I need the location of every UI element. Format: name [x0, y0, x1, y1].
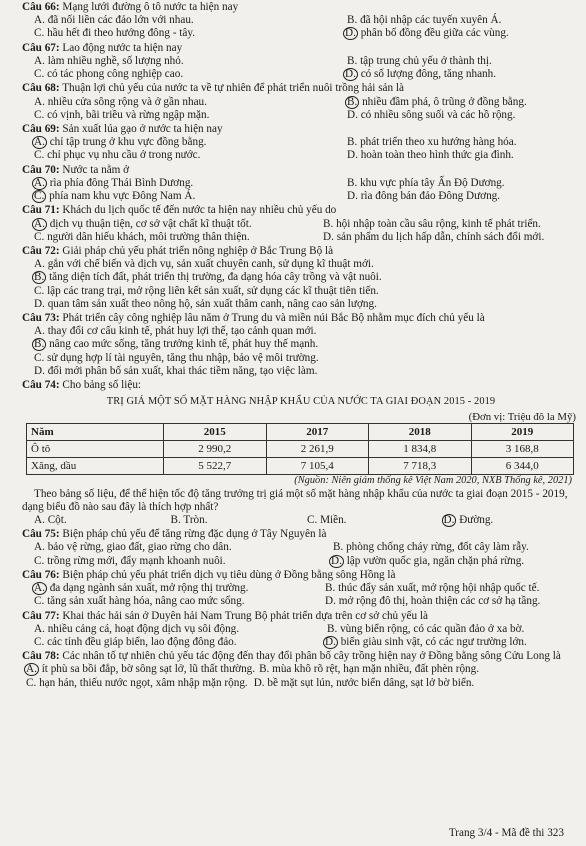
question-number: Câu 67: — [22, 41, 60, 54]
table-cell: 7 105,4 — [266, 458, 369, 475]
selected-answer-mark: C. — [34, 190, 45, 203]
option-b[interactable]: B. nhiều đầm phá, ô trũng ở đồng bằng. — [347, 95, 527, 108]
question-number: Câu 66: — [22, 1, 60, 13]
option-a[interactable]: A. đã nối liền các đảo lớn với nhau. — [34, 14, 194, 27]
question-stem: Giải pháp chủ yếu phát triển nông nghiệp ở Bắc Trung Bộ là — [62, 244, 334, 257]
option-d[interactable]: D. biển giàu sinh vật, có các ngư trường lớn. — [325, 636, 527, 649]
selected-answer-mark: A. — [34, 136, 45, 149]
selected-answer-mark: D. — [345, 27, 356, 40]
question-number: Câu 70: — [22, 163, 60, 176]
question-stem: Thuận lợi chủ yếu của nước ta về tự nhiên để phát triển nuôi trồng hải sản là — [62, 82, 404, 95]
question-78 — [22, 650, 580, 690]
table-header-cell: 2015 — [164, 424, 267, 441]
question-number: Câu 74: — [22, 379, 60, 392]
table-header-cell: 2018 — [369, 424, 472, 441]
question-text: Theo bảng số liệu, để thể hiện tốc độ tăng trưởng trị giá một số mặt hàng nhập khẩu của nước ta giai đoạn 2015 - 2019, dạng biểu đồ nào sau đây là thích hợp nhất? — [22, 487, 568, 513]
table-row — [27, 441, 574, 458]
question-74 — [22, 379, 580, 527]
option-a[interactable]: A. bảo vệ rừng, giao đất, giao rừng cho dân. — [34, 541, 232, 554]
option-d[interactable]: D. sản phẩm du lịch hấp dẫn, chính sách đổi mới. — [323, 230, 545, 243]
question-number: Câu 75: — [22, 528, 60, 541]
option-b[interactable]: B. tập trung chủ yếu ở thành thị. — [347, 54, 492, 67]
option-b[interactable]: B. phòng chống cháy rừng, đốt cây làm rẫy. — [333, 541, 529, 554]
question-number: Câu 77: — [22, 609, 60, 622]
option-c[interactable]: C. các tỉnh đều giáp biển, lao động đông đảo. — [34, 636, 237, 649]
option-c[interactable]: C. lập các trang trại, mở rộng liên kết sản xuất, sử dụng các kĩ thuật tiên tiến. — [34, 284, 379, 297]
table-cell: 6 344,0 — [471, 458, 574, 475]
table-cell: 2 261,9 — [266, 441, 369, 458]
question-71 — [22, 204, 580, 244]
option-a[interactable]: A. Cột. — [34, 514, 67, 527]
option-b[interactable]: B. hội nhập toàn cầu sâu rộng, kinh tế phát triển. — [323, 217, 541, 230]
option-c[interactable]: C. có vịnh, bãi triều và rừng ngập mặn. — [34, 108, 210, 121]
selected-answer-mark: D. — [345, 68, 356, 81]
table-header-row — [27, 424, 574, 441]
question-number: Câu 73: — [22, 312, 60, 325]
option-a[interactable]: A. làm nhiều nghề, số lượng nhỏ. — [34, 54, 184, 67]
question-number: Câu 76: — [22, 568, 60, 581]
option-b[interactable]: B. thúc đẩy sản xuất, mở rộng hội nhập quốc tế. — [325, 582, 540, 595]
selected-answer-mark: A. — [26, 663, 37, 676]
option-c[interactable]: C. hạn hán, thiếu nước ngọt, xâm nhập mặn rộng. — [26, 676, 248, 689]
question-68 — [22, 82, 580, 122]
option-c[interactable]: C. người dân hiếu khách, môi trường thân thiện. — [34, 230, 250, 243]
question-stem: Sản xuất lúa gạo ở nước ta hiện nay — [62, 122, 223, 135]
option-b[interactable]: B. mùa khô rõ rệt, hạn mặn nhiều, đất phèn rộng. — [259, 663, 480, 676]
question-66 — [22, 1, 580, 41]
question-number: Câu 72: — [22, 244, 60, 257]
option-d[interactable]: D. rìa đông bán đảo Đông Dương. — [347, 190, 501, 203]
option-b[interactable]: B. nâng cao mức sống, tăng trưởng kinh tế, phát huy thế mạnh. — [34, 338, 319, 351]
option-b[interactable]: B. khu vực phía tây Ấn Độ Dương. — [347, 176, 505, 189]
question-76 — [22, 569, 580, 609]
option-a[interactable]: A. nhiều cửa sông rộng và ở gần nhau. — [34, 95, 207, 108]
table-cell: 3 168,8 — [471, 441, 574, 458]
question-stem: Lao động nước ta hiện nay — [62, 41, 183, 54]
table-header-cell: Năm — [27, 424, 164, 441]
question-70 — [22, 164, 580, 204]
question-stem: Nước ta nằm ở — [62, 163, 130, 176]
selected-answer-mark: A. — [34, 176, 45, 189]
option-a[interactable]: A. nhiều cảng cá, hoạt động dịch vụ sôi động. — [34, 622, 240, 635]
option-a[interactable]: A. dịch vụ thuận tiện, cơ sở vật chất kĩ thuật tốt. — [34, 217, 252, 230]
table-cell: 5 522,7 — [164, 458, 267, 475]
option-c[interactable]: C. sử dụng hợp lí tài nguyên, tăng thu nhập, bảo vệ môi trường. — [34, 351, 319, 364]
question-number: Câu 71: — [22, 204, 60, 217]
option-a[interactable]: A. ít phù sa bồi đắp, bờ sông sạt lở, lũ thất thường. — [26, 663, 256, 676]
question-73 — [22, 312, 580, 378]
table-cell: 2 990,2 — [164, 441, 267, 458]
question-number: Câu 68: — [22, 82, 60, 95]
option-d[interactable]: D. lập vườn quốc gia, ngăn chặn phá rừng. — [331, 554, 525, 567]
question-stem: Mạng lưới đường ô tô nước ta hiện nay — [62, 1, 239, 13]
option-d[interactable]: D. đổi mới phân bố sản xuất, khai thác tiềm năng, tạo việc làm. — [34, 364, 318, 377]
option-b[interactable]: B. phát triển theo xu hướng hàng hóa. — [347, 136, 517, 149]
question-stem: Khách du lịch quốc tế đến nước ta hiện nay nhiều chủ yếu do — [62, 204, 337, 217]
question-stem: Cho bảng số liệu: — [62, 379, 142, 392]
option-d[interactable]: D. bề mặt sụt lún, nước biển dâng, sạt lở bờ biển. — [253, 676, 475, 689]
option-b[interactable]: B. Tròn. — [170, 514, 208, 527]
exam-page — [0, 1, 586, 846]
question-75 — [22, 528, 580, 568]
question-stem: Biện pháp chủ yếu phát triển dịch vụ tiêu dùng ở Đồng bằng sông Hồng là — [62, 568, 396, 581]
table-header-cell: 2017 — [266, 424, 369, 441]
option-a[interactable]: A. thay đổi cơ cấu kinh tế, phát huy lợi thế, tạo cảnh quan mới. — [34, 325, 317, 338]
option-d[interactable]: D. hoàn toàn theo hình thức gia đình. — [347, 149, 514, 162]
option-c[interactable]: C. Miền. — [307, 514, 347, 527]
question-67 — [22, 42, 580, 82]
option-d[interactable]: D. có số lượng đông, tăng nhanh. — [345, 68, 497, 81]
option-c[interactable]: C. tăng sản xuất hàng hóa, nâng cao mức sống. — [34, 595, 245, 608]
selected-answer-mark: D. — [331, 554, 342, 567]
option-a[interactable]: A. đa dạng ngành sản xuất, mở rộng thị trường. — [34, 582, 249, 595]
option-a[interactable]: A. chỉ tập trung ở khu vực đồng bằng. — [34, 136, 207, 149]
option-b[interactable]: B. vùng biển rộng, có các quần đảo ở xa bờ. — [327, 622, 525, 635]
option-c[interactable]: C. hầu hết đi theo hướng đông - tây. — [34, 27, 196, 40]
import-value-table — [26, 423, 574, 475]
page-footer: Trang 3/4 - Mã đề thi 323 — [448, 826, 564, 839]
option-c[interactable]: C. có tác phong công nghiệp cao. — [34, 68, 184, 81]
option-b[interactable]: B. đã hội nhập các tuyến xuyên Á. — [347, 14, 502, 27]
option-c[interactable]: C. chỉ phục vụ nhu cầu ở trong nước. — [34, 149, 201, 162]
question-stem: Biện pháp chủ yếu để tăng rừng đặc dụng ở Tây Nguyên là — [62, 528, 327, 541]
question-stem: Các nhân tố tự nhiên chủ yếu tác động đến thay đổi phân bố cây trồng hiện nay ở Đồng bằng sông Cửu Long là — [62, 650, 561, 663]
selected-answer-mark: B. — [347, 95, 358, 108]
option-a[interactable]: A. gắn với chế biến và dịch vụ, sản xuất chuyên canh, sử dụng kĩ thuật mới. — [34, 258, 374, 271]
option-c[interactable]: C. phía nam khu vực Đông Nam Á. — [34, 190, 196, 203]
question-77 — [22, 610, 580, 650]
selected-answer-mark: D. — [443, 514, 455, 527]
table-source: (Nguồn: Niên giám thống kê Việt Nam 2020, NXB Thống kê, 2021) — [294, 475, 572, 487]
question-number: Câu 69: — [22, 122, 60, 135]
table-cell: Ô tô — [27, 441, 164, 458]
option-a[interactable]: A. rìa phía đông Thái Bình Dương. — [34, 176, 194, 189]
selected-answer-mark: A. — [34, 582, 45, 595]
table-header-cell: 2019 — [471, 424, 574, 441]
option-b[interactable]: B. tăng diện tích đất, phát triển thị trường, đa dạng hóa cây trồng và vật nuôi. — [34, 271, 382, 284]
option-d[interactable]: D. phân bố đồng đều giữa các vùng. — [345, 27, 509, 40]
option-d[interactable]: D. quan tâm sản xuất theo nông hộ, sản xuất thâm canh, nâng cao sản lượng. — [34, 297, 377, 310]
selected-answer-mark: A. — [34, 217, 45, 230]
table-cell: 7 718,3 — [369, 458, 472, 475]
option-d[interactable]: D. mở rộng đô thị, hoàn thiện các cơ sở hạ tầng. — [325, 595, 541, 608]
option-d[interactable]: D. Đường. — [443, 514, 494, 527]
selected-answer-mark: D. — [325, 636, 336, 649]
table-row — [27, 458, 574, 475]
option-c[interactable]: C. trồng rừng mới, đẩy mạnh khoanh nuôi. — [34, 554, 226, 567]
question-number: Câu 78: — [22, 650, 60, 663]
table-cell: Xăng, dầu — [27, 458, 164, 475]
table-unit: (Đơn vị: Triệu đô la Mỹ) — [468, 410, 576, 423]
question-72 — [22, 245, 580, 311]
selected-answer-mark: B. — [34, 271, 45, 284]
question-stem: Phát triển cây công nghiệp lâu năm ở Trung du và miền núi Bắc Bộ nhằm mục đích chủ yếu là — [62, 312, 485, 325]
selected-answer-mark: B. — [34, 338, 45, 351]
question-69 — [22, 123, 580, 163]
question-stem: Khai thác hải sản ở Duyên hải Nam Trung Bộ phát triển dựa trên cơ sở chủ yếu là — [62, 609, 428, 622]
table-cell: 1 834,8 — [369, 441, 472, 458]
table-caption: TRỊ GIÁ MỘT SỐ MẶT HÀNG NHẬP KHẨU CỦA NƯỚC TA GIAI ĐOẠN 2015 - 2019 — [106, 396, 496, 408]
option-d[interactable]: D. có nhiều sông suối và các hồ rộng. — [347, 108, 516, 121]
